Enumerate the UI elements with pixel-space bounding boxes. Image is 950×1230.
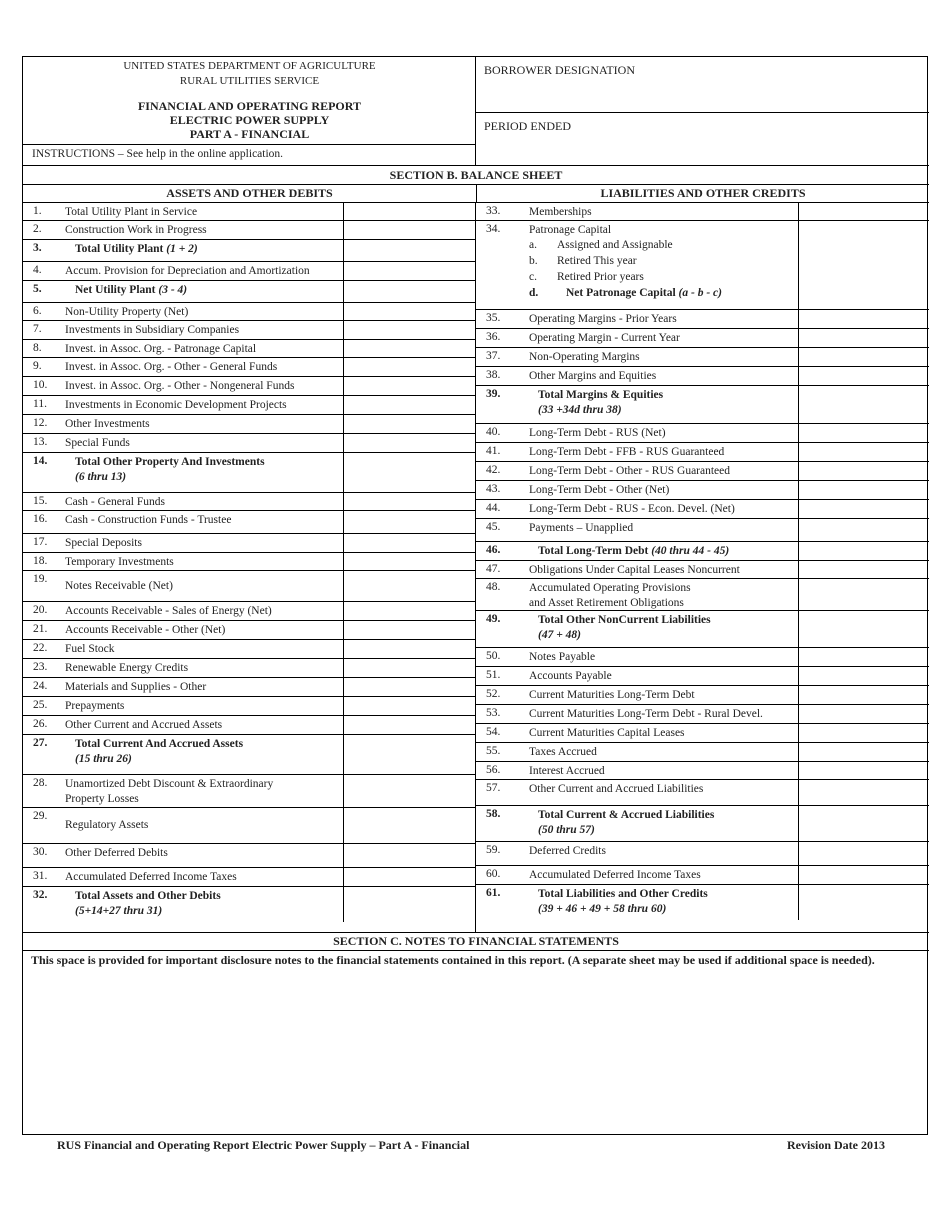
liability-line-label: Taxes Accrued [529, 746, 597, 758]
liability-line-label: Non-Operating Margins [529, 351, 640, 363]
patronage-sub-label: Retired This year [557, 255, 637, 267]
liability-line-label: Long-Term Debt - RUS - Econ. Devel. (Net) [529, 503, 735, 515]
liability-amount-field[interactable] [798, 842, 929, 865]
asset-line-label: Construction Work in Progress [65, 224, 207, 236]
asset-line-number: 26. [33, 718, 48, 730]
liability-amount-field[interactable] [798, 424, 929, 442]
asset-line-formula: (5+14+27 thru 31) [75, 905, 163, 917]
header-right [476, 57, 929, 165]
asset-row [23, 807, 475, 843]
asset-line-label: Prepayments [65, 700, 125, 712]
liability-row [476, 385, 929, 423]
section-b-title: SECTION B. BALANCE SHEET [23, 165, 929, 184]
patronage-sub-letter: d. [529, 287, 539, 299]
report-title-1: FINANCIAL AND OPERATING REPORT [137, 99, 362, 113]
asset-line-label: Investments in Subsidiary Companies [65, 324, 240, 336]
asset-line-number: 23. [33, 661, 48, 673]
asset-amount-field[interactable] [343, 697, 475, 715]
asset-row [23, 261, 475, 280]
liability-line-number: 53. [486, 707, 501, 719]
asset-line-number: 22. [33, 642, 48, 654]
liability-line-label: Long-Term Debt - RUS (Net) [529, 427, 666, 439]
asset-line-number: 13. [33, 436, 48, 448]
asset-line-number: 29. [33, 810, 48, 822]
liability-line-label: Current Maturities Long-Term Debt [529, 689, 695, 701]
asset-amount-field[interactable] [343, 340, 475, 357]
asset-line-label: Total Other Property And Investments (6 thru 13) [75, 456, 265, 483]
liability-line-label: Notes Payable [529, 651, 596, 663]
asset-row [23, 715, 475, 734]
liability-amount-field[interactable] [798, 221, 929, 309]
liabilities-header: LIABILITIES AND OTHER CREDITS [476, 184, 929, 202]
liability-line-number: 47. [486, 563, 501, 575]
asset-line-label: Invest. in Assoc. Org. - Other - Nongeneral Funds [65, 380, 295, 392]
liability-line-number: 35. [486, 312, 501, 324]
asset-row [23, 414, 475, 433]
liability-row [476, 865, 929, 884]
asset-row [23, 639, 475, 658]
asset-line-label: Special Deposits [65, 537, 142, 549]
liability-line-number: 51. [486, 669, 501, 681]
liability-line-label: Accumulated Operating Provisions and Asset Retirement Obligations [529, 582, 691, 609]
asset-row [23, 774, 475, 807]
liability-line-formula: (47 + 48) [538, 629, 581, 641]
asset-row [23, 867, 475, 886]
asset-line-number: 31. [33, 870, 48, 882]
liability-line-number: 36. [486, 331, 501, 343]
liability-amount-field[interactable] [798, 500, 929, 518]
asset-amount-field[interactable] [343, 716, 475, 734]
liabilities-column [476, 202, 929, 932]
liability-line-number: 50. [486, 650, 501, 662]
liability-line-number: 59. [486, 844, 501, 856]
liability-line-label: Current Maturities Capital Leases [529, 727, 685, 739]
asset-row [23, 696, 475, 715]
asset-amount-field[interactable] [343, 808, 475, 843]
liability-line-number: 54. [486, 726, 501, 738]
liability-row [476, 461, 929, 480]
asset-line-label: Special Funds [65, 437, 130, 449]
asset-row [23, 339, 475, 357]
liability-line-label: Total Liabilities and Other Credits (39 + 46 + 49 + 58 thru 60) [538, 888, 708, 915]
patronage-sub-letter: b. [529, 255, 538, 267]
asset-line-label: Total Current And Accrued Assets (15 thru 26) [75, 738, 244, 765]
asset-row [23, 658, 475, 677]
asset-line-formula: (1 + 2) [166, 243, 198, 255]
asset-line-label: Non-Utility Property (Net) [65, 306, 189, 318]
liability-amount-field[interactable] [798, 579, 929, 610]
liability-row [476, 761, 929, 779]
liability-amount-field[interactable] [798, 542, 929, 560]
patronage-sub-formula: (a - b - c) [678, 287, 722, 299]
asset-line-number: 4. [33, 264, 42, 276]
asset-row [23, 376, 475, 395]
liability-amount-field[interactable] [798, 885, 929, 920]
asset-amount-field[interactable] [343, 281, 475, 302]
asset-line-number: 25. [33, 699, 48, 711]
asset-line-number: 1. [33, 205, 42, 217]
asset-row [23, 320, 475, 339]
liability-amount-field[interactable] [798, 667, 929, 685]
asset-amount-field[interactable] [343, 887, 475, 922]
asset-amount-field[interactable] [343, 221, 475, 239]
asset-line-number: 16. [33, 513, 48, 525]
period-ended-field[interactable] [476, 113, 929, 165]
section-c-title: SECTION C. NOTES TO FINANCIAL STATEMENTS [23, 932, 929, 950]
liability-row [476, 541, 929, 560]
asset-line-label: Invest. in Assoc. Org. - Patronage Capital [65, 343, 257, 355]
asset-row [23, 734, 475, 774]
liability-row [476, 779, 929, 805]
liability-row [476, 723, 929, 742]
liability-amount-field[interactable] [798, 203, 929, 220]
asset-line-number: 32. [33, 889, 48, 901]
patronage-sub-label: Retired Prior years [557, 271, 644, 283]
asset-line-label: Investments in Economic Development Projects [65, 399, 287, 411]
liability-row [476, 499, 929, 518]
asset-line-label: Total Utility Plant in Service [65, 206, 198, 218]
liability-line-label: Long-Term Debt - FFB - RUS Guaranteed [529, 446, 725, 458]
asset-amount-field[interactable] [343, 640, 475, 658]
liability-line-label: Current Maturities Long-Term Debt - Rural Devel. [529, 708, 763, 720]
asset-line-label: Fuel Stock [65, 643, 115, 655]
liability-line-label: Other Current and Accrued Liabilities [529, 783, 704, 795]
liability-amount-field[interactable] [798, 611, 929, 647]
liability-line-number: 61. [486, 887, 501, 899]
liability-amount-field[interactable] [798, 686, 929, 704]
liability-amount-field[interactable] [798, 329, 929, 347]
asset-amount-field[interactable] [343, 203, 475, 220]
liability-amount-field[interactable] [798, 762, 929, 779]
asset-row [23, 620, 475, 639]
asset-amount-field[interactable] [343, 493, 475, 510]
asset-line-number: 30. [33, 846, 48, 858]
asset-amount-field[interactable] [343, 358, 475, 376]
asset-line-label: Net Utility Plant (3 - 4) [75, 284, 188, 296]
asset-amount-field[interactable] [343, 553, 475, 570]
liability-line-label: Operating Margin - Current Year [529, 332, 680, 344]
liability-amount-field[interactable] [798, 481, 929, 499]
liability-row [476, 480, 929, 499]
asset-row [23, 533, 475, 552]
asset-line-label: Invest. in Assoc. Org. - Other - General Funds [65, 361, 278, 373]
liability-row [476, 610, 929, 647]
asset-line-label: Regulatory Assets [65, 819, 149, 831]
asset-row [23, 886, 475, 922]
liability-row [476, 347, 929, 366]
asset-line-number: 20. [33, 604, 48, 616]
notes-area[interactable] [23, 950, 929, 970]
liability-amount-field[interactable] [798, 348, 929, 366]
asset-amount-field[interactable] [343, 415, 475, 433]
asset-row [23, 220, 475, 239]
asset-line-number: 11. [33, 398, 47, 410]
liability-amount-field[interactable] [798, 561, 929, 578]
asset-line-number: 7. [33, 323, 42, 335]
asset-row [23, 302, 475, 320]
liability-row [476, 742, 929, 761]
liability-row [476, 685, 929, 704]
asset-amount-field[interactable] [343, 571, 475, 601]
asset-line-label: Accumulated Deferred Income Taxes [65, 871, 237, 883]
asset-line-number: 19. [33, 573, 48, 585]
asset-amount-field[interactable] [343, 775, 475, 807]
asset-row [23, 677, 475, 696]
liability-amount-field[interactable] [798, 806, 929, 841]
asset-line-number: 15. [33, 495, 48, 507]
period-ended-label: PERIOD ENDED [484, 119, 571, 133]
asset-line-number: 12. [33, 417, 48, 429]
asset-amount-field[interactable] [343, 240, 475, 261]
liability-line-number: 37. [486, 350, 501, 362]
asset-row [23, 843, 475, 867]
asset-line-label: Other Current and Accrued Assets [65, 719, 223, 731]
asset-row [23, 552, 475, 570]
header-left [23, 57, 476, 165]
asset-line-number: 2. [33, 223, 42, 235]
liability-line-label: Operating Margins - Prior Years [529, 313, 677, 325]
footer-revision: Revision Date 2013 [787, 1138, 885, 1152]
asset-line-number: 5. [33, 283, 42, 295]
asset-line-number: 24. [33, 680, 48, 692]
asset-line-label: Notes Receivable (Net) [65, 580, 173, 592]
liability-row [476, 442, 929, 461]
asset-row [23, 280, 475, 302]
liability-amount-field[interactable] [798, 705, 929, 723]
liability-row [476, 560, 929, 578]
liability-line-number: 43. [486, 483, 501, 495]
asset-line-label: Cash - Construction Funds - Trustee [65, 514, 232, 526]
asset-amount-field[interactable] [343, 534, 475, 552]
liability-line-label: Long-Term Debt - Other - RUS Guaranteed [529, 465, 731, 477]
liability-line-label: Accumulated Deferred Income Taxes [529, 869, 701, 881]
liability-row [476, 202, 929, 220]
asset-row [23, 570, 475, 601]
asset-amount-field[interactable] [343, 453, 475, 492]
asset-amount-field[interactable] [343, 377, 475, 395]
liability-amount-field[interactable] [798, 519, 929, 541]
agency-line-1: UNITED STATES DEPARTMENT OF AGRICULTURE [123, 60, 376, 72]
liability-line-label: Patronage Capital [529, 224, 612, 236]
liability-row [476, 309, 929, 328]
asset-amount-field[interactable] [343, 262, 475, 280]
asset-amount-field[interactable] [343, 396, 475, 414]
liability-row [476, 704, 929, 723]
asset-row [23, 433, 475, 452]
asset-line-number: 3. [33, 242, 42, 254]
liability-row [476, 647, 929, 666]
liability-line-label: Total Margins & Equities (33 +34d thru 38) [538, 389, 664, 416]
liability-line-number: 46. [486, 544, 501, 556]
liability-line-number: 44. [486, 502, 501, 514]
asset-amount-field[interactable] [343, 602, 475, 620]
asset-line-label: Other Investments [65, 418, 150, 430]
liability-row [476, 884, 929, 920]
liability-line-number: 58. [486, 808, 501, 820]
liability-amount-field[interactable] [798, 648, 929, 666]
asset-row [23, 202, 475, 220]
liability-line-number: 41. [486, 445, 501, 457]
asset-line-label: Total Assets and Other Debits (5+14+27 thru 31) [75, 890, 221, 917]
liability-amount-field[interactable] [798, 386, 929, 423]
liability-line-number: 38. [486, 369, 501, 381]
liability-amount-field[interactable] [798, 462, 929, 480]
liability-row [476, 805, 929, 841]
liability-line-label: Obligations Under Capital Leases Noncurrent [529, 564, 740, 576]
asset-line-number: 27. [33, 737, 48, 749]
liability-row [476, 366, 929, 385]
asset-line-label: Accounts Receivable - Sales of Energy (Net) [65, 605, 272, 617]
asset-amount-field[interactable] [343, 678, 475, 696]
asset-line-label: Total Utility Plant (1 + 2) [75, 243, 198, 255]
liability-row [476, 518, 929, 541]
asset-line-number: 18. [33, 555, 48, 567]
asset-amount-field[interactable] [343, 735, 475, 774]
liability-line-label: Memberships [529, 206, 592, 218]
liability-line-label: Deferred Credits [529, 845, 606, 857]
notes-description: This space is provided for important disclosure notes to the financial statements contained in this report. (A separate sheet may be used if additional space is needed). [31, 953, 875, 967]
patronage-sub-label: Net Patronage Capital (a - b - c) [566, 287, 722, 299]
asset-row [23, 601, 475, 620]
liability-line-number: 39. [486, 388, 501, 400]
asset-line-number: 14. [33, 455, 48, 467]
liability-line-label: Total Current & Accrued Liabilities (50 thru 57) [538, 809, 715, 836]
asset-line-number: 17. [33, 536, 48, 548]
liability-amount-field[interactable] [798, 367, 929, 385]
asset-line-formula: (6 thru 13) [75, 471, 127, 483]
liability-line-label: Interest Accrued [529, 765, 605, 777]
liability-line-number: 57. [486, 782, 501, 794]
liability-line-label: Long-Term Debt - Other (Net) [529, 484, 670, 496]
borrower-designation-label: BORROWER DESIGNATION [484, 63, 635, 77]
liability-line-number: 48. [486, 581, 501, 593]
asset-line-label: Cash - General Funds [65, 496, 165, 508]
liability-line-number: 55. [486, 745, 501, 757]
patronage-sub-label: Assigned and Assignable [557, 239, 673, 251]
instructions: INSTRUCTIONS – See help in the online application. [23, 144, 476, 165]
liability-line-formula: (40 thru 44 - 45) [651, 545, 730, 557]
liability-line-number: 52. [486, 688, 501, 700]
asset-row [23, 492, 475, 510]
liability-line-label: Other Margins and Equities [529, 370, 657, 382]
liability-line-formula: (39 + 46 + 49 + 58 thru 60) [538, 903, 667, 915]
asset-line-label: Other Deferred Debits [65, 847, 168, 859]
liability-row [476, 328, 929, 347]
asset-amount-field[interactable] [343, 659, 475, 677]
asset-row [23, 239, 475, 261]
footer-title: RUS Financial and Operating Report Electric Power Supply – Part A - Financial [57, 1138, 470, 1152]
financial-report-form [22, 56, 928, 1135]
liability-amount-field[interactable] [798, 780, 929, 805]
asset-row [23, 357, 475, 376]
liability-row [476, 220, 929, 309]
liability-amount-field[interactable] [798, 866, 929, 884]
liability-amount-field[interactable] [798, 724, 929, 742]
asset-amount-field[interactable] [343, 303, 475, 320]
liability-amount-field[interactable] [798, 743, 929, 761]
asset-amount-field[interactable] [343, 511, 475, 533]
liability-row [476, 666, 929, 685]
borrower-designation-field[interactable] [476, 57, 929, 113]
liability-line-label: Accounts Payable [529, 670, 612, 682]
liability-line-number: 60. [486, 868, 501, 880]
asset-amount-field[interactable] [343, 321, 475, 339]
liability-amount-field[interactable] [798, 310, 929, 328]
liability-row [476, 578, 929, 610]
liability-line-number: 45. [486, 521, 501, 533]
asset-line-label: Accounts Receivable - Other (Net) [65, 624, 226, 636]
asset-line-number: 8. [33, 342, 42, 354]
asset-row [23, 452, 475, 492]
asset-line-label: Accum. Provision for Depreciation and Amortization [65, 265, 310, 277]
asset-line-number: 9. [33, 360, 42, 372]
asset-line-number: 28. [33, 777, 48, 789]
patronage-sub-letter: c. [529, 271, 537, 283]
liability-line-label: Total Long-Term Debt (40 thru 44 - 45) [538, 545, 730, 557]
patronage-sub-letter: a. [529, 239, 537, 251]
liability-line-number: 40. [486, 426, 501, 438]
asset-line-number: 6. [33, 305, 42, 317]
assets-header: ASSETS AND OTHER DEBITS [23, 184, 476, 202]
report-title-3: PART A - FINANCIAL [189, 127, 310, 141]
asset-line-formula: (15 thru 26) [75, 753, 132, 765]
asset-amount-field[interactable] [343, 434, 475, 452]
liability-line-formula: (33 +34d thru 38) [538, 404, 622, 416]
liability-amount-field[interactable] [798, 443, 929, 461]
liability-line-label: Payments – Unapplied [529, 522, 634, 534]
liability-line-number: 56. [486, 764, 501, 776]
liability-row [476, 841, 929, 865]
asset-line-label: Unamortized Debt Discount & Extraordinary Property Losses [65, 778, 274, 805]
asset-line-formula: (3 - 4) [158, 284, 188, 296]
asset-line-label: Temporary Investments [65, 556, 174, 568]
report-title-2: ELECTRIC POWER SUPPLY [169, 113, 330, 127]
liability-line-number: 42. [486, 464, 501, 476]
asset-amount-field[interactable] [343, 621, 475, 639]
liability-line-number: 33. [486, 205, 501, 217]
liability-line-label: Total Other NonCurrent Liabilities (47 + 48) [538, 614, 711, 641]
liability-line-formula: (50 thru 57) [538, 824, 595, 836]
liability-line-number: 49. [486, 613, 501, 625]
liability-line-number: 34. [486, 223, 501, 235]
asset-line-number: 21. [33, 623, 48, 635]
assets-column [23, 202, 476, 932]
asset-row [23, 395, 475, 414]
asset-line-label: Renewable Energy Credits [65, 662, 189, 674]
agency-line-2: RURAL UTILITIES SERVICE [179, 75, 320, 87]
liability-row [476, 423, 929, 442]
asset-amount-field[interactable] [343, 868, 475, 886]
asset-line-number: 10. [33, 379, 48, 391]
asset-line-label: Materials and Supplies - Other [65, 681, 207, 693]
asset-amount-field[interactable] [343, 844, 475, 867]
asset-row [23, 510, 475, 533]
